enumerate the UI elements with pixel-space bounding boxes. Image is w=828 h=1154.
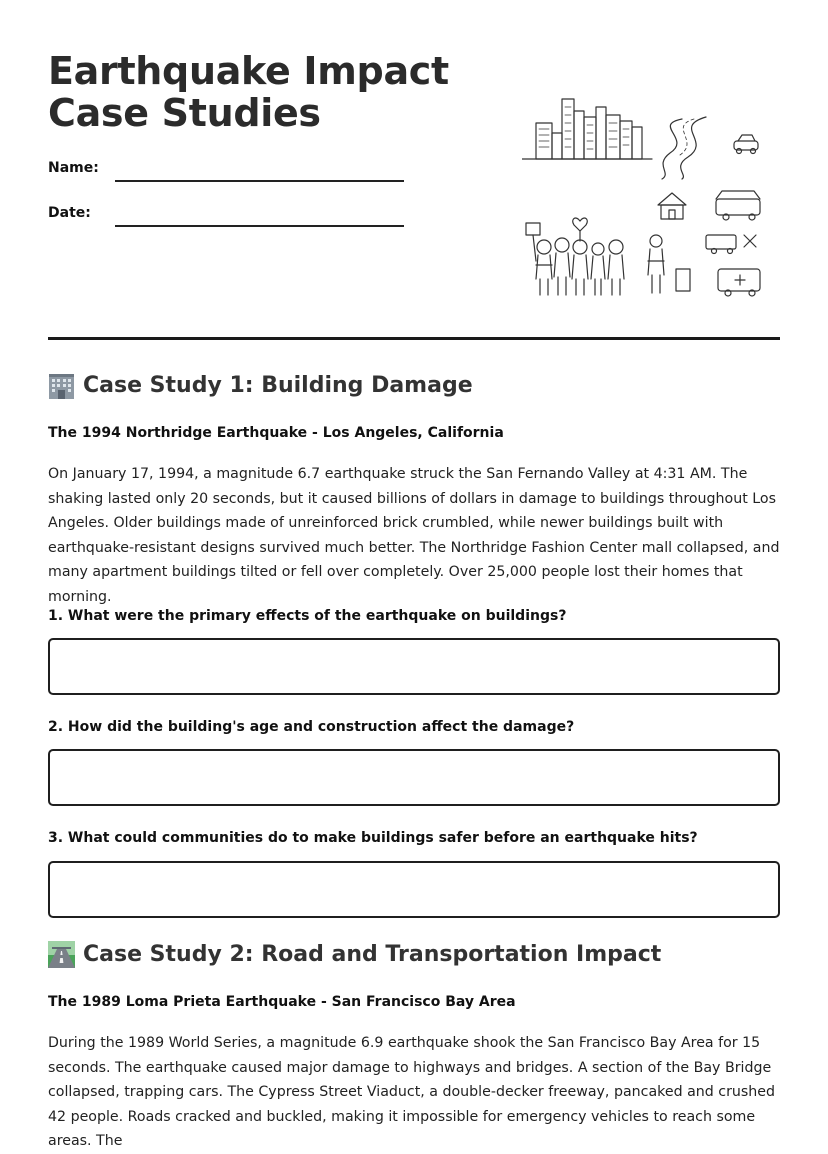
case-study-1-paragraph: On January 17, 1994, a magnitude 6.7 earthquake struck the San Fernando Valley at 4:31 AM. The shaking lasted only 20 seconds, but it caused billions of dollars in damage to buildings throughout Los Angeles. Older buildings made of unreinforced brick crumbled, while newer buildings built with earthquake-resistant designs survived much better. The Northridge Fashion Center mall collapsed, and many apartment buildings tilted or fell over completely. Over 25,000 people lost their homes that morning. xyxy=(48,466,780,605)
date-label: Date: xyxy=(48,205,91,221)
question-3: 3. What could communities do to make buildings safer before an earthquake hits? xyxy=(48,830,698,846)
name-write-line[interactable] xyxy=(115,180,404,182)
question-2: 2. How did the building's age and construction affect the damage? xyxy=(48,719,575,735)
worksheet-page xyxy=(48,0,780,1150)
question-1: 1. What were the primary effects of the earthquake on buildings? xyxy=(48,608,567,624)
answer-box-1[interactable] xyxy=(48,638,780,695)
case-study-1-title: Case Study 1: Building Damage xyxy=(83,373,473,398)
name-label: Name: xyxy=(48,160,99,176)
worksheet-header xyxy=(48,0,780,340)
city-road-people-emergency-vehicles-illustration xyxy=(522,95,772,305)
page-title: Earthquake Impact Case Studies xyxy=(48,49,449,135)
case-study-1-heading xyxy=(48,372,473,399)
answer-box-2[interactable] xyxy=(48,749,780,806)
motorway-icon xyxy=(48,941,75,968)
case-study-1-subtitle: The 1994 Northridge Earthquake - Los Angeles, California xyxy=(48,425,504,441)
office-building-icon xyxy=(48,372,75,399)
case-study-2-subtitle: The 1989 Loma Prieta Earthquake - San Francisco Bay Area xyxy=(48,994,516,1010)
header-divider xyxy=(48,337,780,340)
case-study-2-title: Case Study 2: Road and Transportation Impact xyxy=(83,942,662,967)
date-write-line[interactable] xyxy=(115,225,404,227)
case-study-2-heading xyxy=(48,941,661,968)
answer-box-3[interactable] xyxy=(48,861,780,918)
case-study-2-paragraph: During the 1989 World Series, a magnitude 6.9 earthquake shook the San Francisco Bay Area for 15 seconds. The earthquake caused major damage to highways and bridges. A section of the Bay Bridge collapsed, trapping cars. The Cypress Street Viaduct, a double-decker freeway, pancaked and crushed 42 people. Roads cracked and buckled, making it impossible for emergency vehicles to reach some areas. The xyxy=(48,1035,776,1150)
